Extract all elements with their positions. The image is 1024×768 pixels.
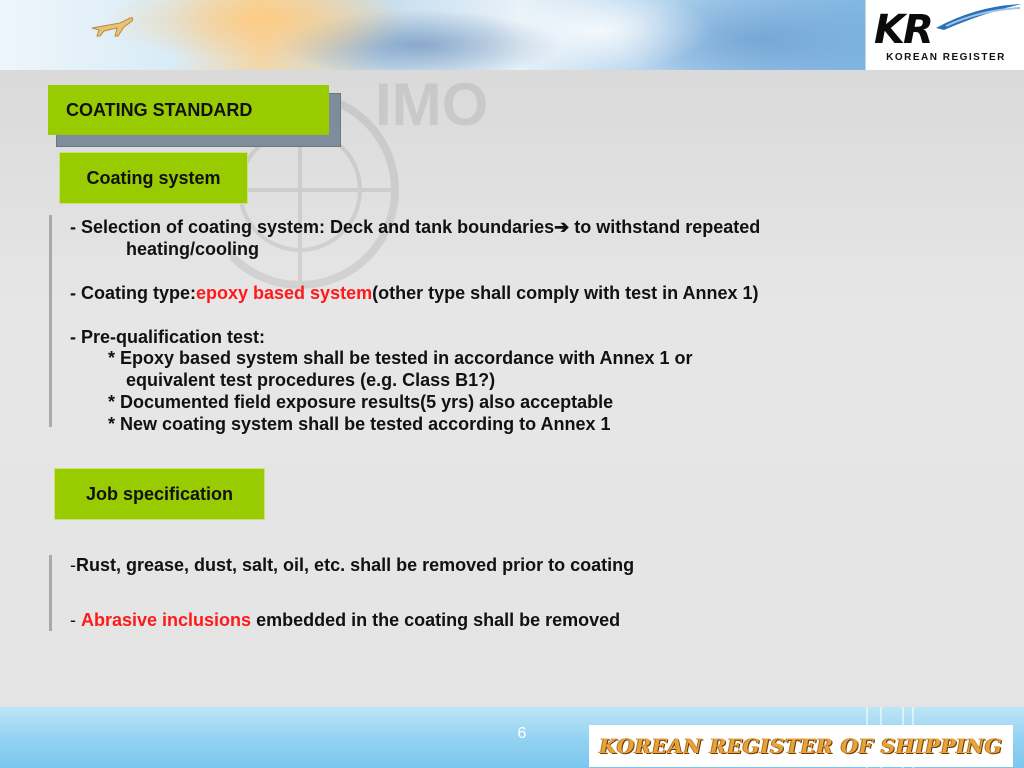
- page-number: 6: [517, 725, 527, 742]
- bullet-selection-continued: heating/cooling: [126, 239, 259, 259]
- section-heading-coating-system: Coating system: [60, 153, 247, 203]
- bullet-dash: -: [70, 555, 76, 575]
- logo-swoosh-icon: [936, 2, 1022, 30]
- logo-subtitle: KOREAN REGISTER: [886, 52, 1006, 63]
- highlight-text: Abrasive inclusions: [81, 610, 252, 630]
- highlight-text: epoxy based system: [196, 283, 373, 303]
- airplane-icon: [90, 14, 134, 40]
- bullet-selection: [70, 216, 760, 238]
- sub-bullet-new-coating: * New coating system shall be tested according to Annex 1: [108, 414, 611, 434]
- footer-bar: [0, 707, 1024, 768]
- sub-bullet-field-exposure: * Documented field exposure results(5 yrs) also acceptable: [108, 392, 614, 412]
- section-heading-job-specification: Job specification: [55, 469, 264, 519]
- korean-register-banner: [589, 725, 1013, 767]
- bullet-text-tail: to withstand repeated: [569, 217, 761, 237]
- kr-logo: [865, 0, 1024, 70]
- bullet-dash: -: [70, 610, 81, 630]
- section-divider-bar: [49, 555, 52, 631]
- section-divider-bar: [49, 215, 52, 427]
- banner-text: KOREAN REGISTER OF SHIPPING: [599, 734, 1003, 758]
- bullet-abrasive-inclusions: [70, 609, 620, 631]
- bullet-text: - Selection of coating system: Deck and tank boundaries: [70, 217, 555, 237]
- slide-title: COATING STANDARD: [48, 85, 329, 135]
- header-banner: [0, 0, 1024, 70]
- sub-bullet-epoxy-continued: equivalent test procedures (e.g. Class B1?): [126, 370, 496, 390]
- coating-system-content: [70, 216, 1010, 441]
- bullet-text: - Coating type:: [70, 283, 196, 303]
- bullet-text-tail: embedded in the coating shall be removed: [251, 610, 621, 630]
- watermark-text: IMO: [375, 71, 489, 138]
- bullet-coating-type: [70, 282, 759, 304]
- job-specification-content: [70, 554, 1010, 634]
- logo-mark: KR: [874, 7, 932, 53]
- arrow-icon: ➔: [554, 217, 570, 237]
- bullet-surface-cleaning: [70, 554, 634, 576]
- sub-bullet-epoxy: * Epoxy based system shall be tested in accordance with Annex 1 or: [108, 348, 693, 368]
- bullet-text-tail: (other type shall comply with test in Annex 1): [372, 283, 759, 303]
- bullet-text: Rust, grease, dust, salt, oil, etc. shall be removed prior to coating: [76, 555, 635, 575]
- bullet-prequalification: - Pre-qualification test:: [70, 327, 266, 347]
